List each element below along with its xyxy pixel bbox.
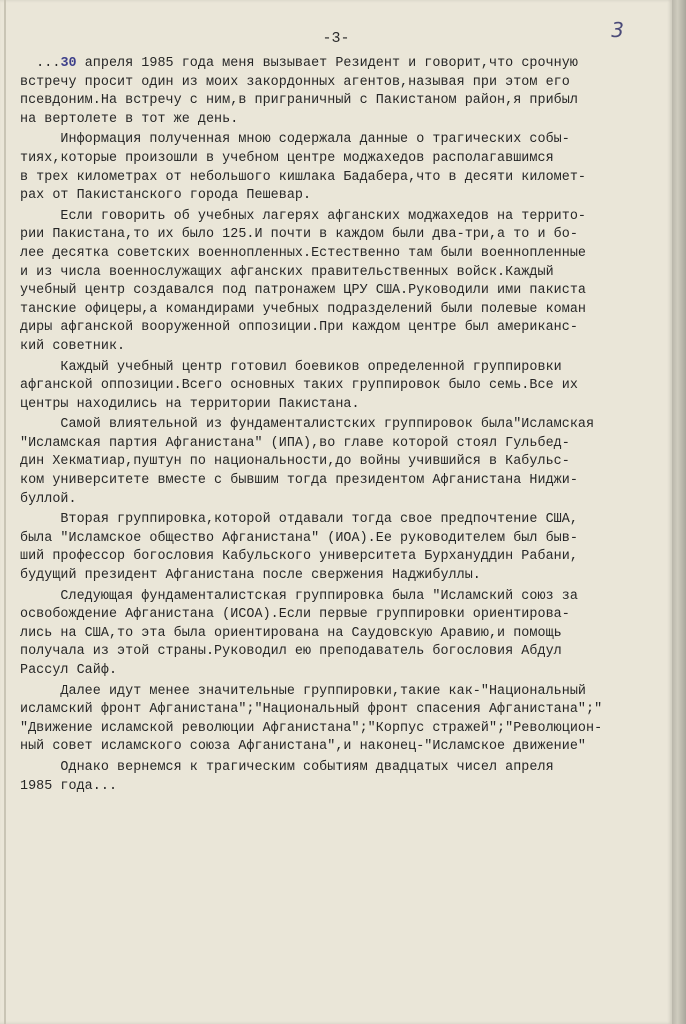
text-line — [20, 472, 660, 491]
text-segment: будущий президент Афганистана после свержения Наджибуллы. — [20, 568, 481, 584]
text-line — [20, 606, 660, 625]
text-line — [20, 416, 660, 435]
text-line — [20, 208, 660, 227]
text-segment: Информация полученная мною содержала данные о трагических собы- — [20, 132, 570, 148]
text-segment: буллой. — [20, 491, 77, 507]
text-line — [20, 548, 660, 567]
text-line — [20, 778, 660, 797]
text-segment: тиях,которые произошли в учебном центре моджахедов располагавшимся — [20, 150, 554, 166]
text-line — [20, 245, 660, 264]
page-edge-strip — [672, 0, 686, 1024]
text-segment: кий советник. — [20, 338, 126, 354]
text-segment: учебный центр создавался под патронажем ЦРУ США.Руководили ими пакиста — [20, 283, 586, 299]
text-segment: Каждый учебный центр готовил боевиков определенной группировки — [20, 359, 562, 375]
text-segment: на вертолете в тот же день. — [20, 111, 239, 127]
text-segment: Если говорить об учебных лагерях афганских моджахедов на террито- — [20, 208, 586, 224]
text-segment: ком университете вместе с бывшим тогда президентом Афганистана Ниджи- — [20, 473, 578, 489]
text-line — [20, 625, 660, 644]
text-line — [20, 92, 660, 111]
typewritten-body — [20, 55, 660, 796]
handwritten-date-number: 30 — [60, 56, 77, 71]
page-left-edge — [4, 0, 6, 1024]
text-line — [20, 169, 660, 188]
text-line — [20, 377, 660, 396]
text-segment: афганской оппозиции.Всего основных таких группировок было семь.Все их — [20, 378, 578, 394]
text-segment: лее десятка советских военнопленных.Естественно там были военнопленные — [20, 245, 586, 261]
text-segment: центры находились на территории Пакистана. — [20, 396, 360, 412]
text-segment: "Движение исламской революции Афганистана";"Корпус стражей";"Революцион- — [20, 720, 603, 736]
text-segment: дин Хекматиар,пуштун по национальности,до войны учившийся в Кабульс- — [20, 454, 570, 470]
text-line — [20, 701, 660, 720]
text-line — [20, 453, 660, 472]
text-segment: лись на США,то эта была ориентирована на Саудовскую Аравию,и помощь — [20, 625, 562, 641]
text-segment: 1985 года... — [20, 778, 118, 794]
text-segment: Вторая группировка,которой отдавали тогда свое предпочтение США, — [20, 512, 578, 528]
text-segment: Однако вернемся к трагическим событиям двадцатых чисел апреля — [20, 759, 554, 775]
text-line — [20, 435, 660, 454]
text-line — [20, 226, 660, 245]
text-segment: ший профессор богословия Кабульского университета Бурхануддин Рабани, — [20, 549, 578, 565]
page-number: -3- — [322, 30, 350, 47]
text-segment: исламский фронт Афганистана";"Национальный фронт спасения Афганистана";" — [20, 702, 603, 718]
text-line — [20, 567, 660, 586]
text-line — [20, 319, 660, 338]
text-segment: ... — [20, 56, 61, 71]
text-line — [20, 530, 660, 549]
text-segment: рах от Пакистанского города Пешевар. — [20, 188, 312, 204]
text-line — [20, 150, 660, 169]
handwritten-folio-number: 3 — [611, 18, 624, 42]
text-line — [20, 338, 660, 357]
text-line — [20, 111, 660, 130]
text-line — [20, 588, 660, 607]
text-segment: ный совет исламского союза Афганистана",и наконец-"Исламское движение" — [20, 739, 586, 755]
text-line — [20, 759, 660, 778]
text-line — [20, 511, 660, 530]
text-segment: апреля 1985 года меня вызывает Резидент и говорит,что срочную — [76, 56, 578, 71]
text-segment: Самой влиятельной из фундаменталистских группировок была"Исламская — [20, 417, 595, 433]
text-line — [20, 131, 660, 150]
text-segment: в трех километрах от небольшого кишлака Бадабера,что в десяти километ- — [20, 169, 586, 185]
text-segment: рии Пакистана,то их было 125.И почти в каждом были два-три,а то и бо- — [20, 227, 578, 243]
text-line — [20, 643, 660, 662]
text-segment: встречу просит один из моих закордонных агентов,называя при этом его — [20, 74, 570, 90]
text-line — [20, 662, 660, 681]
text-segment: псевдоним.На встречу с ним,в приграничный с Пакистаном район,я прибыл — [20, 93, 578, 109]
text-line — [20, 55, 660, 74]
text-segment: "Исламская партия Афганистана" (ИПА),во главе которой стоял Гульбед- — [20, 435, 570, 451]
text-line — [20, 683, 660, 702]
text-segment: была "Исламское общество Афганистана" (ИОА).Ее руководителем был быв- — [20, 530, 578, 546]
text-segment: танские офицеры,а командирами учебных подразделений были полевые коман — [20, 301, 586, 317]
text-segment: диры афганской вооруженной оппозиции.При каждом центре был американс- — [20, 320, 578, 336]
text-line — [20, 359, 660, 378]
text-line — [20, 282, 660, 301]
text-segment: получала из этой страны.Руководил ею преподаватель богословия Абдул — [20, 644, 562, 660]
text-line — [20, 720, 660, 739]
text-line — [20, 301, 660, 320]
text-segment: Рассул Сайф. — [20, 663, 118, 678]
text-line — [20, 187, 660, 206]
text-segment: Следующая фундаменталистская группировка была "Исламский союз за — [20, 588, 578, 604]
text-line — [20, 491, 660, 510]
text-segment: освобождение Афганистана (ИСОА).Если первые группировки ориентирова- — [20, 607, 570, 623]
text-line — [20, 74, 660, 93]
text-segment: и из числа военнослужащих афганских правительственных войск.Каждый — [20, 264, 554, 280]
text-line — [20, 738, 660, 757]
text-segment: Далее идут менее значительные группировки,такие как-"Национальный — [20, 683, 586, 699]
text-line — [20, 396, 660, 415]
text-line — [20, 264, 660, 283]
